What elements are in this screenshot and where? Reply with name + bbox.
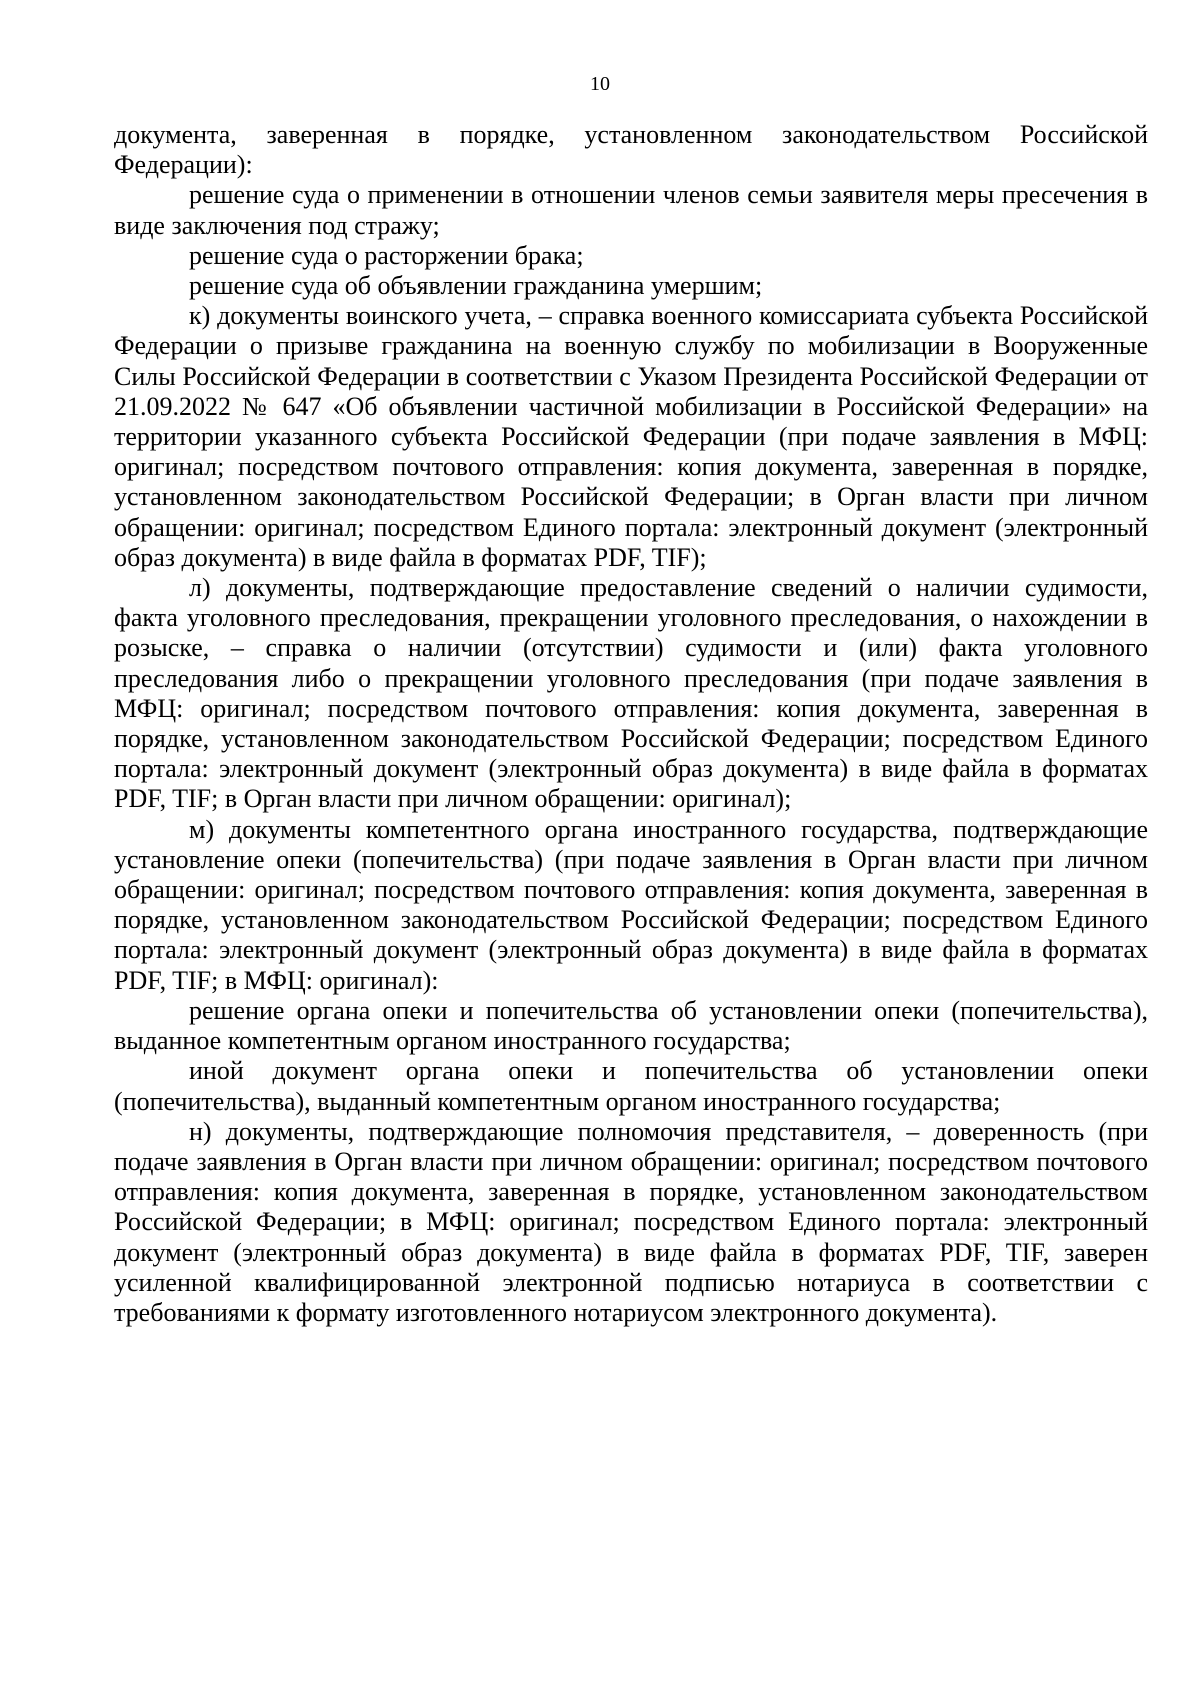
paragraph-continuation: документа, заверенная в порядке, установленном законодательством Российской Федерации):: [114, 120, 1148, 180]
paragraph-guardianship-other-document: иной документ органа опеки и попечительства об установлении опеки (попечительства), выданный компетентным органом иностранного государства;: [114, 1056, 1148, 1116]
page-number: 10: [590, 73, 610, 95]
paragraph-court-decision-custody: решение суда о применении в отношении членов семьи заявителя меры пресечения в виде заключения под стражу;: [114, 180, 1148, 240]
paragraph-court-decision-divorce: решение суда о расторжении брака;: [189, 240, 584, 270]
paragraph-item-n-power-of-attorney: н) документы, подтверждающие полномочия представителя, – доверенность (при подаче заявления в Орган власти при личном обращении: оригинал; посредством почтового отправления: копия документа, заверенная в порядке, установленном законодательством Российской Федерации; в МФЦ: оригинал; посредством Единого портала: электронный документ (электронный образ документа) в виде файла в форматах PDF, TIF, заверен усиленной квалифицированной электронной подписью нотариуса в соответствии с требованиями к формату изготовленного нотариусом электронного документа).: [114, 1116, 1148, 1327]
paragraph-court-decision-deceased: решение суда об объявлении гражданина умершим;: [189, 271, 763, 301]
paragraph-item-l-criminal-record: л) документы, подтверждающие предоставление сведений о наличии судимости, факта уголовного преследования, прекращении уголовного преследования, о нахождении в розыске, – справка о наличии (отсутствии) судимости и (или) факта уголовного преследования либо о прекращении уголовного преследования (при подаче заявления в МФЦ: оригинал; посредством почтового отправления: копия документа, заверенная в порядке, установленном законодательством Российской Федерации; посредством Единого портала: электронный документ (электронный образ документа) в виде файла в форматах PDF, TIF; в Орган власти при личном обращении: оригинал);: [114, 573, 1148, 814]
paragraph-item-k-military: к) документы воинского учета, – справка военного комиссариата субъекта Российской Федерации о призыве гражданина на военную службу по мобилизации в Вооруженные Силы Российской Федерации в соответствии с Указом Президента Российской Федерации от 21.09.2022 № 647 «Об объявлении частичной мобилизации в Российской Федерации» на территории указанного субъекта Российской Федерации (при подаче заявления в МФЦ: оригинал; посредством почтового отправления: копия документа, заверенная в порядке, установленном законодательством Российской Федерации; в Орган власти при личном обращении: оригинал; посредством Единого портала: электронный документ (электронный образ документа) в виде файла в форматах PDF, TIF);: [114, 301, 1148, 572]
document-body: [114, 120, 1148, 1328]
paragraph-item-m-guardianship: м) документы компетентного органа иностранного государства, подтверждающие установление опеки (попечительства) (при подаче заявления в Орган власти при личном обращении: оригинал; посредством почтового отправления: копия документа, заверенная в порядке, установленном законодательством Российской Федерации; посредством Единого портала: электронный документ (электронный образ документа) в виде файла в форматах PDF, TIF; в МФЦ: оригинал):: [114, 814, 1148, 995]
paragraph-guardianship-decision: решение органа опеки и попечительства об установлении опеки (попечительства), выданное компетентным органом иностранного государства;: [114, 995, 1148, 1056]
